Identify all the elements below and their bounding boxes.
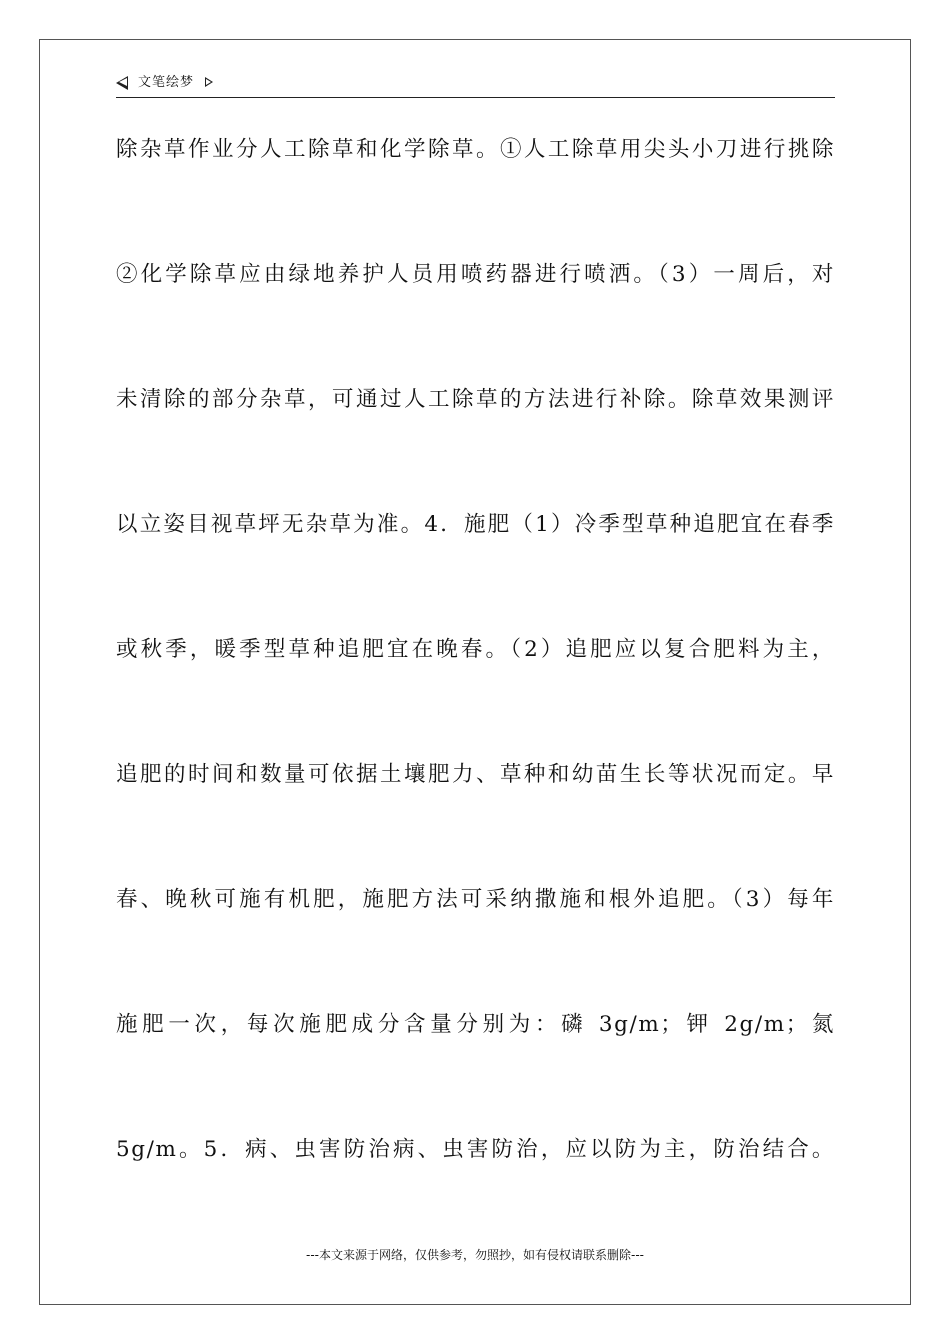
body-line-7: 春、晚秋可施有机肥，施肥方法可采纳撒施和根外追肥。（3）每年 [116, 887, 835, 912]
header-title: 文笔绘梦 [138, 75, 195, 90]
body-line-6: 追肥的时间和数量可依据土壤肥力、草种和幼苗生长等状况而定。早 [116, 762, 835, 787]
footer-notice: ---本文来源于网络，仅供参考，勿照抄，如有侵权请联系删除--- [306, 1248, 644, 1262]
page-header [116, 72, 835, 98]
page-border [39, 39, 911, 1305]
triangle-right-icon [205, 77, 213, 87]
body-line-2: ②化学除草应由绿地养护人员用喷药器进行喷洒。（3）一周后，对 [116, 262, 835, 287]
body-line-9: 5g/m。5．病、虫害防治病、虫害防治，应以防为主，防治结合。 [116, 1137, 835, 1162]
body-line-5: 或秋季，暖季型草种追肥宜在晚春。（2）追肥应以复合肥料为主， [116, 637, 835, 662]
body-line-1: 除杂草作业分人工除草和化学除草。①人工除草用尖头小刀进行挑除 [116, 137, 835, 162]
body-line-3: 未清除的部分杂草，可通过人工除草的方法进行补除。除草效果测评 [116, 387, 835, 412]
body-line-4: 以立姿目视草坪无杂草为准。4．施肥（1）冷季型草种追肥宜在春季 [116, 512, 835, 537]
body-line-8: 施肥一次，每次施肥成分含量分别为：磷 3g/m；钾 2g/m；氮 [116, 1012, 835, 1037]
triangle-left-icon [116, 76, 128, 90]
